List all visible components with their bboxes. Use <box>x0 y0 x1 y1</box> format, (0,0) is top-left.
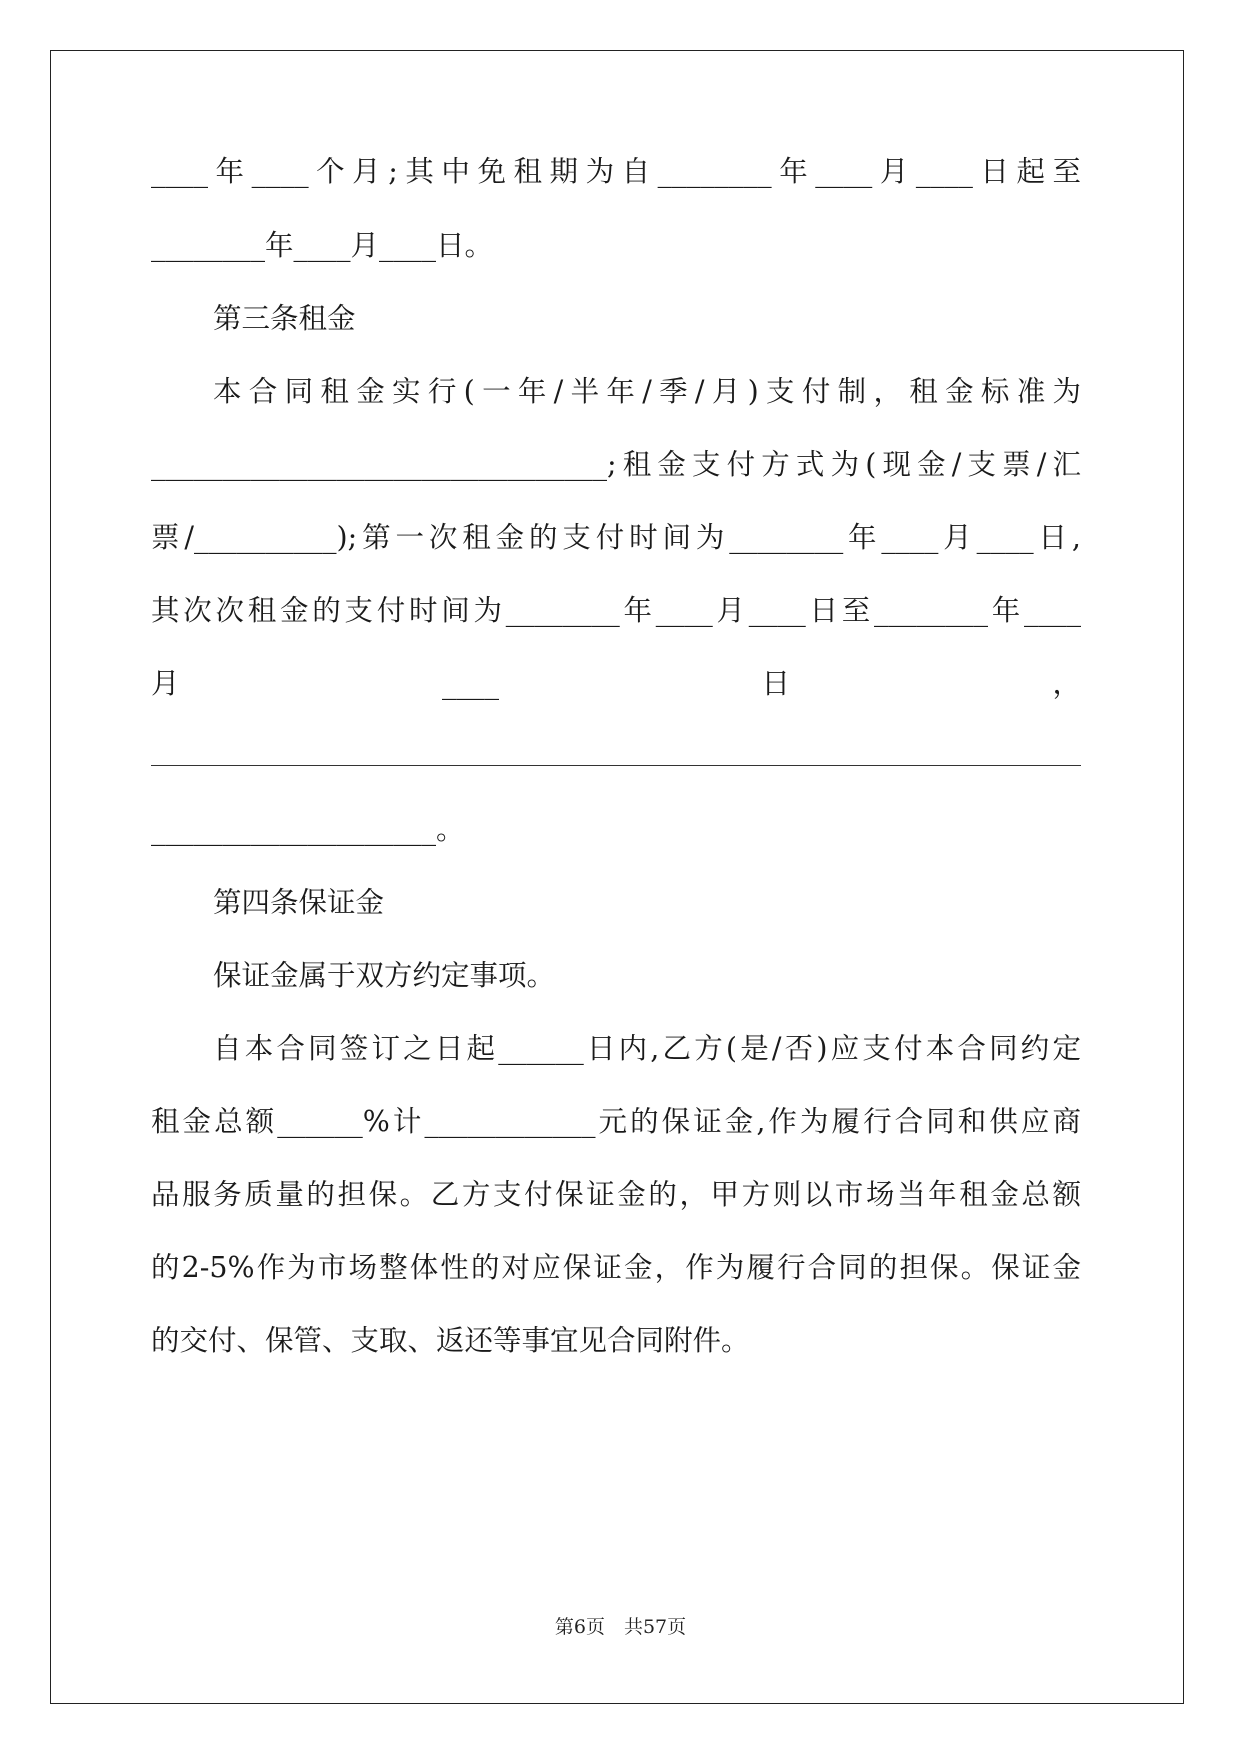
text-line: ________年____月____日。 <box>151 229 494 262</box>
text-fragment: ， <box>1052 667 1081 700</box>
blank-field: ____ <box>442 667 499 700</box>
text-line: 品服务质量的担保。乙方支付保证金的，甲方则以市场当年租金总额 <box>151 1178 1081 1211</box>
text-line <box>151 664 1081 704</box>
text-line: ________________________________;租金支付方式为(现金/支票/汇 <box>151 448 1081 481</box>
text-line: 票/__________);第一次租金的支付时间为________年____月____日, <box>151 521 1081 554</box>
text-line: 租金总额______%计____________元的保证金,作为履行合同和供应商 <box>151 1105 1081 1138</box>
section-heading-rent: 第三条租金 <box>213 302 356 335</box>
text-fragment: 日 <box>761 667 790 700</box>
text-line: ____________________。 <box>151 813 465 846</box>
text-line: 的交付、保管、支取、返还等事宜见合同附件。 <box>151 1324 750 1357</box>
page-number: 第6页 共57页 <box>554 1616 687 1638</box>
section-heading-deposit: 第四条保证金 <box>213 886 385 919</box>
text-line: 其次次租金的支付时间为________年____月____日至________年____ <box>151 594 1081 627</box>
text-line: 的2-5%作为市场整体性的对应保证金，作为履行合同的担保。保证金 <box>151 1251 1081 1284</box>
text-fragment: 月 <box>151 667 180 700</box>
blank-line <box>151 765 1081 766</box>
text-line: 保证金属于双方约定事项。 <box>213 959 556 992</box>
text-line: ____年____个月;其中免租期为自________年____月____日起至 <box>151 155 1081 188</box>
text-line: 本合同租金实行(一年/半年/季/月)支付制，租金标准为 <box>213 375 1081 408</box>
text-line: 自本合同签订之日起______日内,乙方(是/否)应支付本合同约定 <box>213 1032 1081 1065</box>
